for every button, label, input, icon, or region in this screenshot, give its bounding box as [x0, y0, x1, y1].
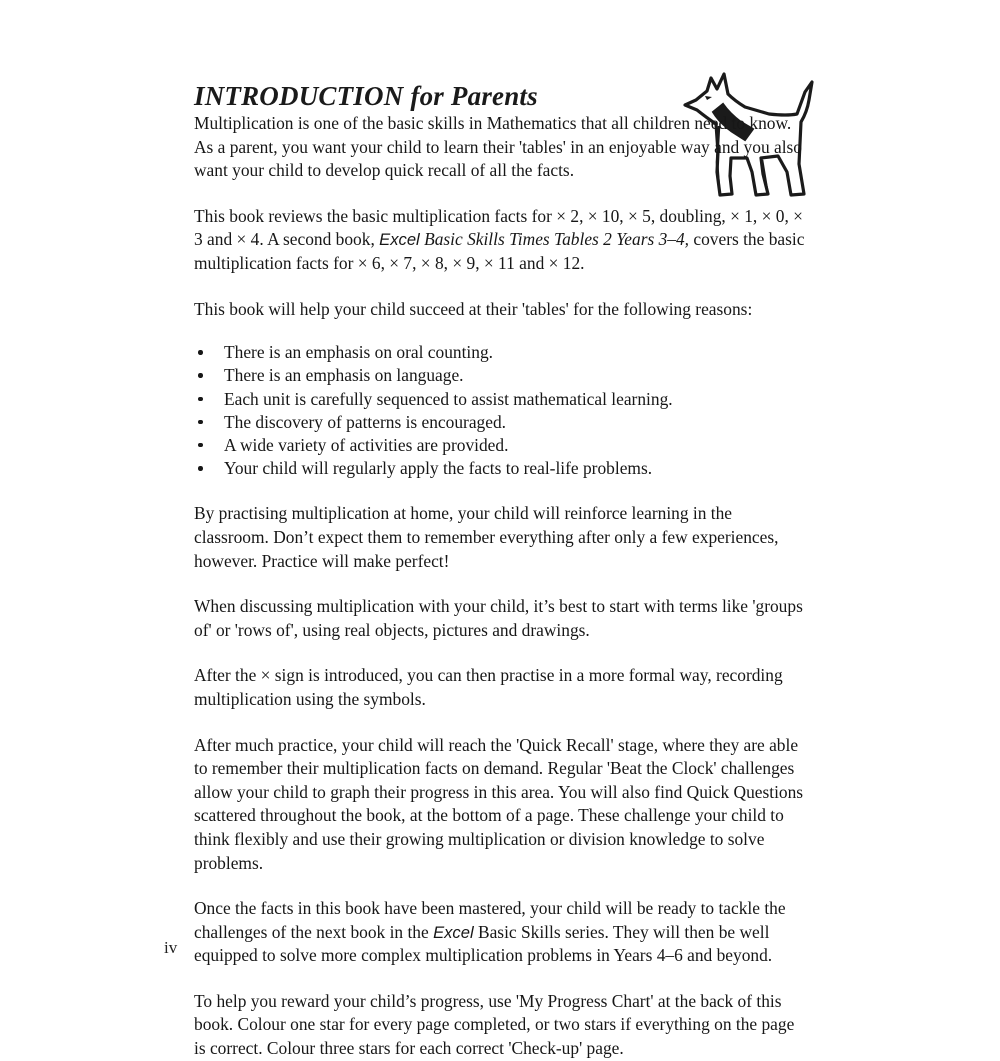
- list-item: [194, 341, 806, 364]
- paragraph-7: After much practice, your child will reach the 'Quick Recall' stage, where they are able to remember their multiplication facts on demand. Regular 'Beat the Clock' challenges allow your child to graph their progress in this area. You will also find Quick Questions scattered throughout the book, at the bottom of a page. These challenge your child to think flexibly and use their growing multiplication or division knowledge to solve problems.: [194, 734, 804, 873]
- paragraph-8-text-a: Once the facts in this book have been mastered, your child will be ready to tackle the challenges of the next book in the: [194, 898, 786, 942]
- list-item: [194, 388, 806, 411]
- bullet-dot-icon: [198, 443, 203, 448]
- paragraph-1: Multiplication is one of the basic skills in Mathematics that all children need to know. As a parent, you want your child to learn their 'tables' in an enjoyable way and you also want your child to develop quick recall of all the facts.: [194, 113, 803, 181]
- spacer: [194, 573, 806, 595]
- page-title-sub: for Parents: [403, 81, 538, 112]
- spacer: [194, 183, 806, 205]
- paragraph-4: By practising multiplication at home, your child will reinforce learning in the classroom. Don’t expect them to remember everything after only a few experiences, however. Practice will make perfect!: [194, 503, 779, 571]
- list-item-label: Each unit is carefully sequenced to assist mathematical learning.: [224, 388, 673, 409]
- spacer: [194, 321, 806, 341]
- brand-excel: Excel: [433, 922, 474, 942]
- bullet-dot-icon: [198, 350, 203, 355]
- page-title: [194, 81, 538, 112]
- paragraph-2-title-italic: Basic Skills Times Tables 2 Years 3–4,: [419, 229, 690, 250]
- spacer: [194, 968, 806, 990]
- paragraph-6: After the × sign is introduced, you can then practise in a more formal way, recording multiplication using the symbols.: [194, 665, 783, 709]
- bullet-dot-icon: [198, 397, 203, 402]
- bullet-dot-icon: [198, 373, 203, 378]
- bullet-dot-icon: [198, 466, 203, 471]
- spacer: [194, 480, 806, 502]
- list-item-label: The discovery of patterns is encouraged.: [224, 411, 507, 432]
- paragraph-9: To help you reward your child’s progress, use 'My Progress Chart' at the back of this book. Colour one star for every page completed, or two stars if everything on the page is correct. Colour three stars for each correct 'Check-up' page.: [194, 990, 795, 1059]
- paragraph-8-text-b: Basic Skills series. They will then be well equipped to solve more complex multiplication problems in Years 4–6 and beyond.: [194, 921, 773, 966]
- brand-excel: Excel: [379, 230, 420, 250]
- benefits-list: [194, 341, 806, 480]
- paragraph-8: [194, 897, 806, 968]
- paragraph-3: This book will help your child succeed at their 'tables' for the following reasons:: [194, 298, 753, 319]
- list-item: [194, 434, 806, 457]
- paragraph-2-text-a: This book reviews the basic multiplication facts for × 2, × 10, × 5, doubling, × 1, × 0, × 3 and × 4. A second book,: [194, 205, 803, 250]
- list-item: [194, 411, 806, 434]
- spacer: [194, 276, 806, 298]
- list-item: [194, 457, 806, 480]
- list-item: [194, 364, 806, 387]
- list-item-label: There is an emphasis on oral counting.: [224, 342, 494, 363]
- page-title-main: INTRODUCTION: [194, 81, 404, 112]
- paragraph-2: [194, 205, 806, 276]
- list-item-label: A wide variety of activities are provided.: [224, 434, 509, 455]
- body-text-column: [194, 112, 806, 1061]
- bullet-dot-icon: [198, 420, 203, 425]
- spacer: [194, 712, 806, 734]
- spacer: [194, 642, 806, 664]
- paragraph-5: When discussing multiplication with your child, it’s best to start with terms like 'groups of' or 'rows of', using real objects, pictures and drawings.: [194, 596, 803, 640]
- list-item-label: There is an emphasis on language.: [224, 365, 464, 386]
- page-number: iv: [164, 938, 178, 957]
- paragraph-2-text-b: covers the basic multiplication facts for × 6, × 7, × 8, × 9, × 11 and × 12.: [194, 229, 805, 273]
- list-item-label: Your child will regularly apply the facts to real-life problems.: [224, 458, 653, 479]
- spacer: [194, 875, 806, 897]
